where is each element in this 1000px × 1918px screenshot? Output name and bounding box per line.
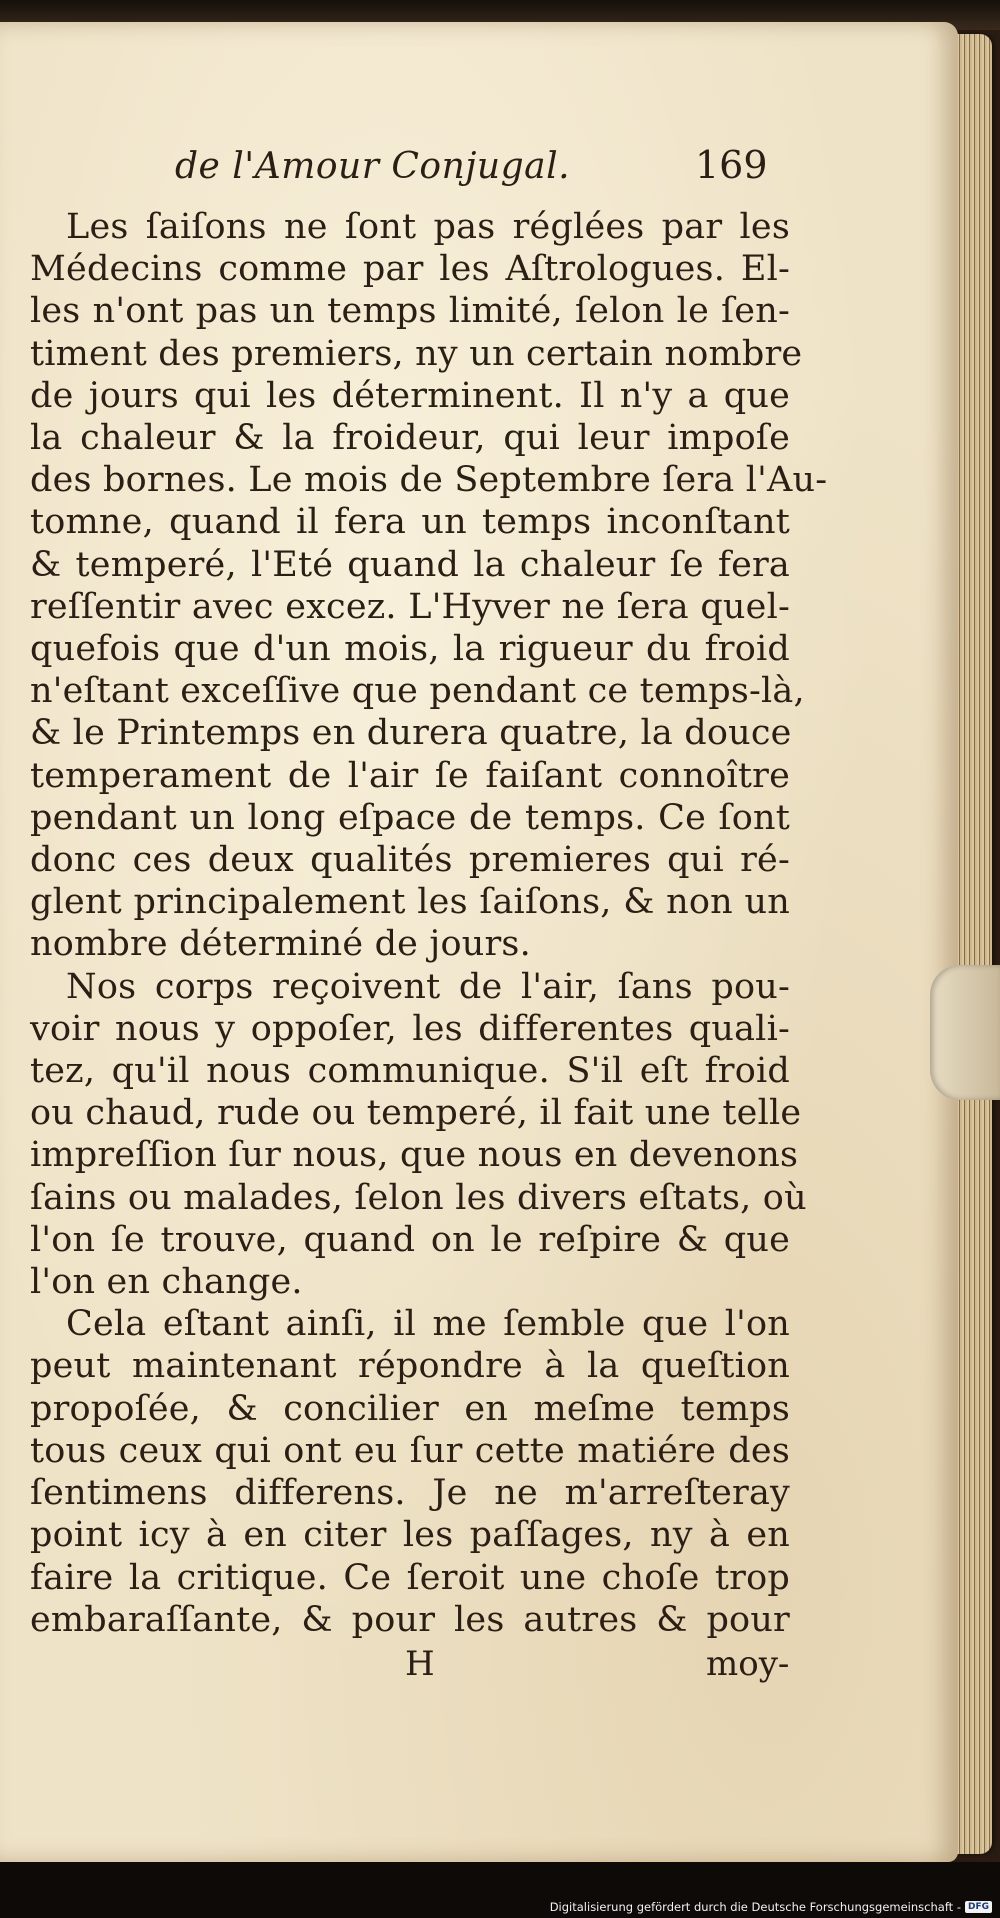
- text-line: & le Printemps en durera quatre, la douce: [30, 713, 792, 754]
- signature-mark: H: [405, 1643, 435, 1684]
- text-line: tez, qu'il nous communique. S'il eſt froid: [30, 1051, 790, 1092]
- paragraph-2: [30, 966, 807, 1304]
- text-line: timent des premiers, ny un certain nombre: [30, 333, 803, 374]
- text-line: ſains ou malades, ſelon les divers eſtats, où: [30, 1177, 807, 1218]
- paragraph-3: [30, 1303, 790, 1641]
- text-line: Médecins comme par les Aſtrologues. El-: [30, 249, 790, 290]
- text-line: impreſſion ſur nous, que nous en devenons: [30, 1135, 799, 1176]
- text-line: propoſée, & concilier en meſme temps: [30, 1388, 790, 1429]
- text-line: point icy à en citer les paſſages, ny à en: [30, 1515, 790, 1556]
- running-head: [30, 143, 790, 206]
- credit-text: Digitalisierung gefördert durch die Deutsche Forschungsgemeinschaft -: [549, 1900, 961, 1914]
- text-line: reſſentir avec excez. L'Hyver ne ſera quel-: [30, 586, 790, 627]
- page-footer: [30, 1643, 790, 1687]
- text-line: nombre déterminé de jours.: [30, 924, 531, 965]
- text-line: faire la critique. Ce ſeroit une choſe trop: [30, 1557, 790, 1598]
- page-edges: [952, 34, 992, 1854]
- catchword: moy-: [706, 1643, 790, 1684]
- text-line: voir nous y oppoſer, les differentes quali-: [30, 1008, 790, 1049]
- text-line: peut maintenant répondre à la queſtion: [30, 1346, 790, 1387]
- dfg-logo-icon: DFG: [965, 1901, 992, 1913]
- text-line: temperament de l'air ſe faiſant connoître: [30, 755, 790, 796]
- text-line: Nos corps reçoivent de l'air, ſans pou-: [66, 966, 790, 1007]
- text-line: donc ces deux qualités premieres qui ré-: [30, 840, 790, 881]
- text-line: ſentimens differens. Je ne m'arreſteray: [30, 1473, 790, 1514]
- text-line: n'eſtant exceſſive que pendant ce temps-là,: [30, 671, 805, 712]
- text-line: tomne, quand il fera un temps inconſtant: [30, 502, 790, 543]
- text-line: quefois que d'un mois, la rigueur du froid: [30, 629, 790, 670]
- text-line: Cela eſtant ainſi, il me ſemble que l'on: [66, 1304, 790, 1345]
- text-line: glent principalement les ſaiſons, & non un: [30, 882, 790, 923]
- text-line: Les ſaiſons ne ſont pas réglées par les: [66, 207, 790, 247]
- paragraph-1: [30, 206, 828, 966]
- text-line: ou chaud, rude ou temperé, il fait une telle: [30, 1093, 802, 1134]
- text-line: & temperé, l'Eté quand la chaleur ſe fera: [30, 544, 790, 585]
- text-line: embaraſſante, & pour les autres & pour: [30, 1599, 790, 1640]
- page-number: 169: [695, 143, 768, 187]
- text-line: de jours qui les déterminent. Il n'y a que: [30, 375, 790, 416]
- text-line: les n'ont pas un temps limité, ſelon le ſen-: [30, 291, 790, 332]
- digitization-credit: [550, 1900, 992, 1914]
- page-text: [30, 143, 828, 1687]
- text-line: tous ceux qui ont eu ſur cette matiére des: [30, 1430, 790, 1471]
- text-line: la chaleur & la froideur, qui leur impoſe: [30, 418, 790, 459]
- text-line: l'on ſe trouve, quand on le reſpire & que: [30, 1219, 790, 1260]
- text-line: des bornes. Le mois de Septembre ſera l'Au-: [30, 460, 828, 501]
- running-title: de l'Amour Conjugal.: [175, 146, 571, 187]
- text-line: pendant un long eſpace de temps. Ce ſont: [30, 797, 790, 838]
- page-clasp: [930, 965, 1000, 1100]
- text-line: l'on en change.: [30, 1262, 303, 1303]
